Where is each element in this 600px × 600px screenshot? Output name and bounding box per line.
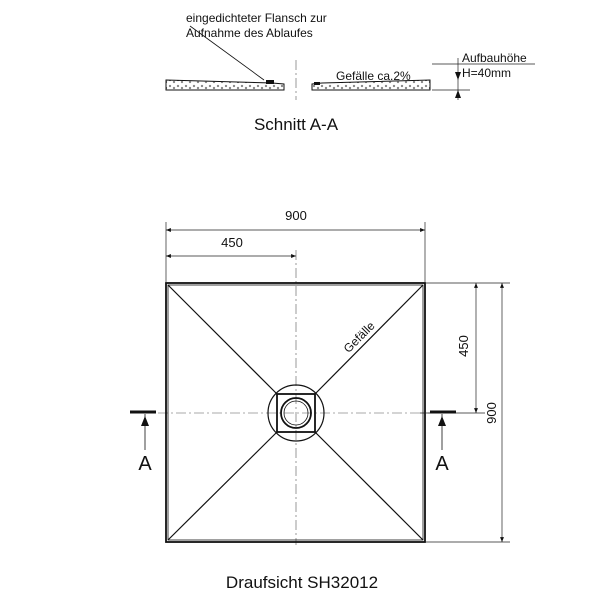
slope-line-bottom-right [315,432,423,540]
dim-total-width-label: 900 [285,208,307,223]
section-flange-right [314,82,320,85]
height-arrow-top [455,72,461,80]
cut-mark-right [430,412,456,475]
plan-view [130,208,510,592]
section-slope-label: Gefälle ca.2% [336,69,411,83]
plan-caption: Draufsicht SH32012 [225,573,379,592]
plan-slope-label: Gefälle [340,318,378,356]
section-caption: Schnitt A-A [253,115,339,134]
cut-mark-right-letter: A [435,453,449,475]
dim-total-height-label: 900 [484,402,499,424]
slope-line-top-left [168,285,277,394]
dim-half-height-label: 450 [456,335,471,357]
height-value: H=40mm [462,66,512,80]
height-arrow-bottom [455,90,461,98]
section-flange [266,80,274,84]
section-view [166,11,535,134]
height-title: Aufbauhöhe [462,51,527,65]
flange-callout-line1: eingedichteter Flansch zur [186,11,327,25]
cut-mark-left-letter: A [138,453,152,475]
flange-callout-line2: Aufnahme des Ablaufes [186,26,313,40]
slope-line-top-right [315,285,423,394]
cut-mark-left [130,412,156,475]
slope-line-bottom-left [168,432,277,540]
dim-half-width-label: 450 [221,235,243,250]
